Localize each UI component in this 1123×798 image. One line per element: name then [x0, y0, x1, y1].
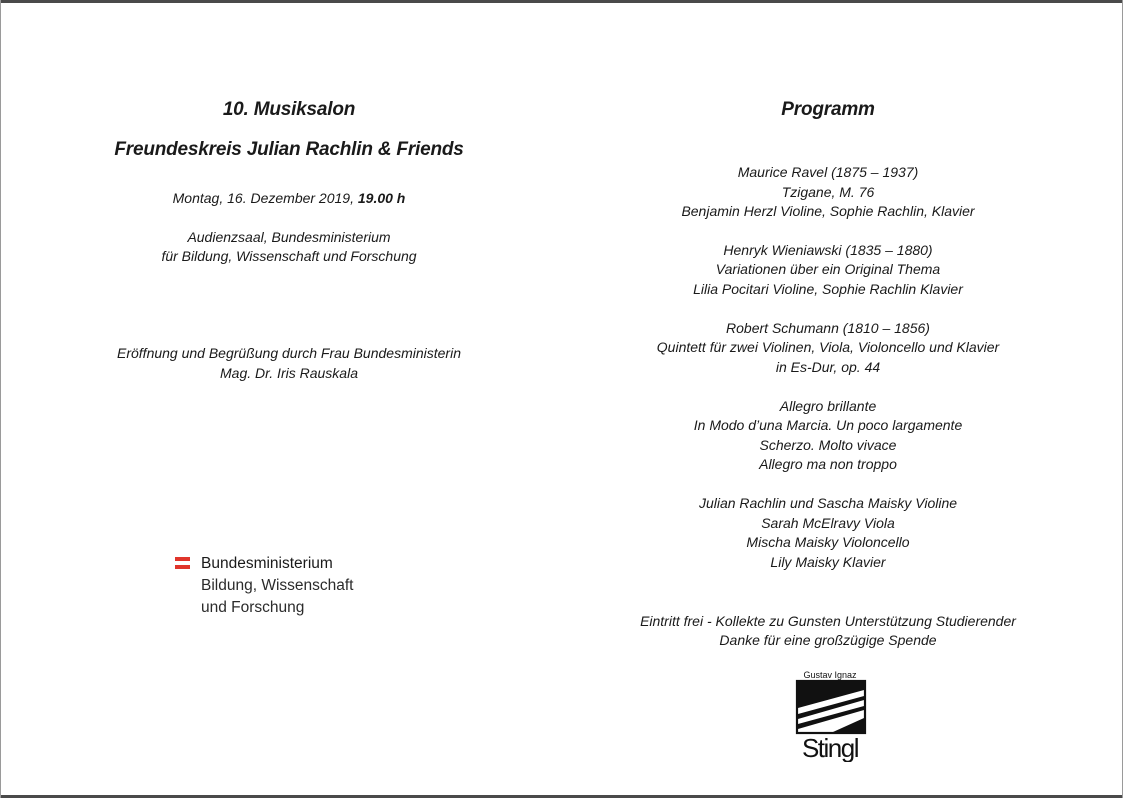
- stingl-piano-logo: [793, 670, 868, 762]
- venue-line-2: für Bildung, Wissenschaft und Forschung: [161, 248, 417, 264]
- event-date: [70, 189, 508, 209]
- stingl-logo-name: Stingl: [801, 733, 859, 762]
- page-left-border: [0, 0, 1, 798]
- movement-1: Allegro brillante: [779, 398, 877, 414]
- stingl-logo-graphic: [793, 670, 868, 762]
- event-title: 10. Musiksalon: [222, 99, 356, 120]
- movement-2: In Modo d’una Marcia. Un poco largamente: [693, 417, 963, 433]
- program-title: Programm: [781, 99, 875, 120]
- ministry-logo-line-2: Bildung, Wissenschaft: [201, 577, 354, 594]
- piece3-work-line-1: Quintett für zwei Violinen, Viola, Violoncello und Klavier: [656, 339, 1000, 355]
- piece3-performer-4: Lily Maisky Klavier: [770, 554, 886, 570]
- piece3-composer: Robert Schumann (1810 – 1856): [726, 320, 930, 336]
- piece1-composer: Maurice Ravel (1875 – 1937): [737, 164, 919, 180]
- piece2-composer: Henryk Wieniawski (1835 – 1880): [723, 242, 933, 258]
- piece3-performer-3: Mischa Maisky Violoncello: [746, 534, 910, 550]
- ministry-logo: [175, 553, 415, 623]
- austrian-flag-icon: [175, 557, 190, 569]
- event-subtitle: Freundeskreis Julian Rachlin & Friends: [114, 139, 464, 160]
- venue-line-1: Audienzsaal, Bundesministerium: [187, 229, 391, 245]
- stingl-logo-top-text: Gustav Ignaz: [803, 670, 857, 680]
- piece1-work: Tzigane, M. 76: [781, 184, 875, 200]
- admission-line-2: Danke für eine großzügige Spende: [719, 632, 937, 648]
- event-time: 19.00 h: [357, 190, 406, 206]
- movement-3: Scherzo. Molto vivace: [759, 437, 897, 453]
- movement-4: Allegro ma non troppo: [759, 456, 897, 472]
- piece3-performer-1: Julian Rachlin und Sascha Maisky Violine: [698, 495, 958, 511]
- piece3-work-line-2: in Es-Dur, op. 44: [775, 359, 881, 375]
- ministry-logo-line-3: und Forschung: [201, 599, 305, 616]
- admission-line-1: Eintritt frei - Kollekte zu Gunsten Unterstützung Studierender: [640, 613, 1016, 629]
- ministry-logo-line-1: Bundesministerium: [201, 555, 333, 572]
- piece2-performers: Lilia Pocitari Violine, Sophie Rachlin Klavier: [693, 281, 963, 297]
- piece3-performer-2: Sarah McElravy Viola: [761, 515, 895, 531]
- piece2-work: Variationen über ein Original Thema: [715, 261, 941, 277]
- event-date-text: Montag, 16. Dezember 2019,: [172, 190, 358, 206]
- opening-line-1: Eröffnung und Begrüßung durch Frau Bundesministerin: [117, 345, 461, 361]
- ministry-logo-text: [201, 553, 354, 619]
- event-info-column: [70, 0, 508, 798]
- opening-line-2: Mag. Dr. Iris Rauskala: [220, 365, 358, 381]
- piece1-performers: Benjamin Herzl Violine, Sophie Rachlin, Klavier: [681, 203, 975, 219]
